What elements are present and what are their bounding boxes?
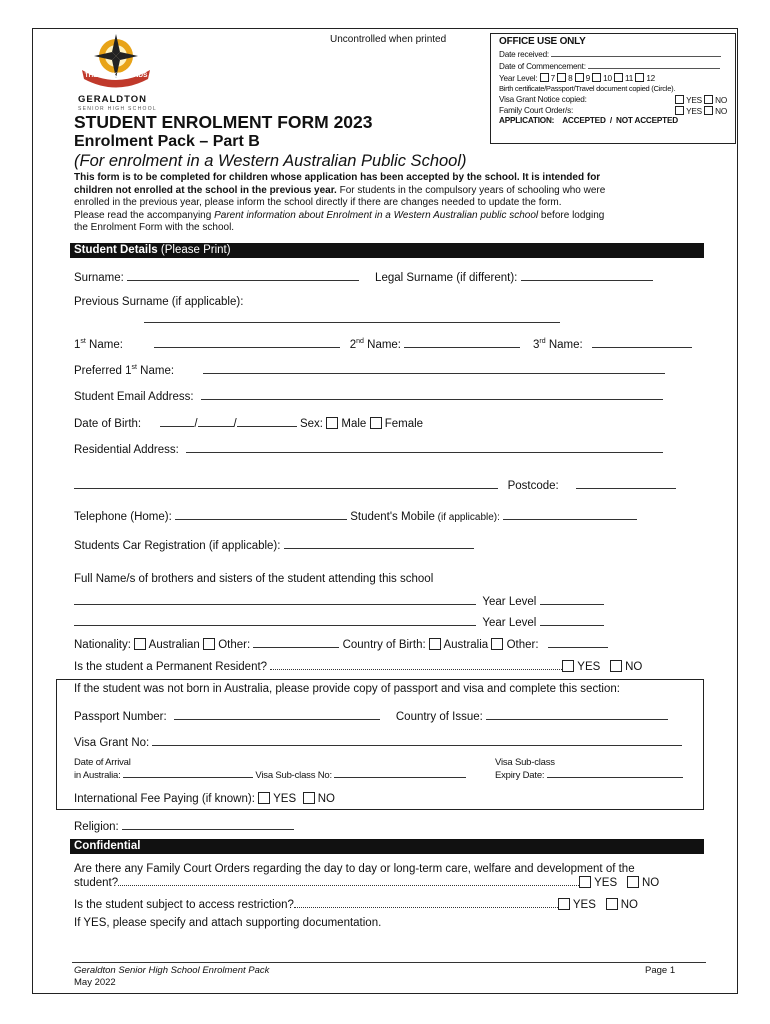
australia-birth-checkbox[interactable] — [429, 638, 441, 650]
footer-date: May 2022 — [74, 977, 116, 988]
arrival-date-field[interactable] — [123, 769, 253, 778]
expiry-row — [495, 757, 683, 781]
email-row — [74, 389, 663, 403]
restriction-no-checkbox[interactable] — [606, 898, 618, 910]
accepted-option[interactable]: ACCEPTED — [562, 116, 606, 126]
court-no-checkbox[interactable] — [704, 106, 713, 115]
postcode-row — [74, 478, 676, 492]
intro-line-4a: Please read the accompanying — [74, 209, 215, 221]
intro-line-5: the Enrolment Form with the school. — [74, 222, 235, 233]
passport-label: Passport Number: — [74, 711, 167, 723]
sibling-year-label-2: Year Level — [482, 617, 537, 629]
school-subtitle: SENIOR HIGH SCHOOL — [78, 106, 157, 112]
year-12-label: 12 — [646, 73, 656, 83]
third-name-label: 3rd Name: — [533, 338, 583, 351]
surname-label: Surname: — [74, 272, 124, 284]
second-name-label: 2nd Name: — [349, 338, 402, 351]
page-number: Page 1 — [645, 965, 676, 976]
country-issue-field[interactable] — [486, 709, 668, 720]
intro-line-2-bold: children not enrolled at the school in the previous year. — [74, 184, 337, 196]
intro-line-2-rest: For students in the compulsory years of schooling who were — [336, 184, 606, 196]
dob-slash-2: / — [233, 418, 237, 430]
dob-day-field[interactable] — [160, 416, 194, 427]
year-12-checkbox[interactable] — [635, 73, 644, 82]
male-checkbox[interactable] — [326, 417, 338, 429]
visa-grant-label: Visa Grant No: — [74, 737, 150, 749]
court-question-line-1: Are there any Family Court Orders regarding the day to day or long-term care, welfare and development of the — [74, 863, 635, 875]
intro-line-4 — [74, 210, 704, 223]
visa-intro: If the student was not born in Australia, please provide copy of passport and visa and complete this section: — [74, 683, 620, 695]
preferred-name-field[interactable] — [203, 363, 665, 374]
permanent-yes-checkbox[interactable] — [562, 660, 574, 672]
dob-month-field[interactable] — [198, 416, 234, 427]
other-birth-checkbox[interactable] — [491, 638, 503, 650]
student-details-rest: (Please Print) — [157, 244, 231, 256]
intl-fee-row — [74, 792, 335, 805]
form-subtitle: Enrolment Pack – Part B — [74, 133, 260, 150]
year-7-checkbox[interactable] — [540, 73, 549, 82]
restriction-note: If YES, please specify and attach supporting documentation. — [74, 917, 382, 929]
sibling-year-label-1: Year Level — [482, 596, 537, 608]
intro-line-2 — [74, 185, 704, 198]
year-10-checkbox[interactable] — [592, 73, 601, 82]
other-nationality-checkbox[interactable] — [203, 638, 215, 650]
mobile-field[interactable] — [503, 509, 637, 520]
permanent-dots — [270, 660, 562, 670]
year-10-label: 10 — [603, 73, 612, 83]
address-label: Residential Address: — [74, 444, 179, 456]
restriction-yes-checkbox[interactable] — [558, 898, 570, 910]
legal-surname-field[interactable] — [521, 270, 653, 281]
permanent-row — [74, 660, 642, 673]
office-date-commencement: Date of Commencement: — [499, 62, 586, 72]
court-order-yes-checkbox[interactable] — [579, 876, 591, 888]
car-field[interactable] — [284, 538, 474, 549]
visa-yes-checkbox[interactable] — [675, 95, 684, 104]
footer-rule — [72, 962, 706, 963]
car-label: Students Car Registration (if applicable): — [74, 540, 281, 552]
previous-surname-field[interactable] — [144, 312, 560, 323]
court-order-no-label: NO — [641, 877, 660, 889]
preferred-name-label: Preferred 1st Name: — [74, 364, 175, 377]
email-label: Student Email Address: — [74, 391, 194, 403]
intro-line-4-link: Parent information about Enrolment in a Western Australian public school — [214, 209, 539, 221]
confidential-header: Confidential — [70, 839, 704, 854]
office-title: OFFICE USE ONLY — [499, 36, 586, 47]
address-field-2[interactable] — [74, 478, 498, 489]
restriction-row — [74, 898, 638, 911]
arrival-label-2: in Australia: — [74, 769, 121, 781]
court-no-label: NO — [715, 106, 727, 116]
restriction-label: Is the student subject to access restriction? — [74, 899, 294, 911]
court-dots — [118, 876, 579, 886]
sibling-name-field-2[interactable] — [74, 615, 476, 626]
permanent-no-checkbox[interactable] — [610, 660, 622, 672]
preferred-row — [74, 363, 665, 377]
religion-label: Religion: — [74, 821, 119, 833]
year-9-label: 9 — [585, 73, 591, 83]
other-birth-label: Other: — [506, 639, 539, 651]
arrival-label-1: Date of Arrival — [74, 757, 131, 768]
permanent-label: Is the student a Permanent Resident? — [74, 661, 268, 673]
form-title: STUDENT ENROLMENT FORM 2023 — [74, 112, 373, 132]
australian-checkbox[interactable] — [134, 638, 146, 650]
subclass-no-field[interactable] — [334, 769, 466, 778]
year-level-label: Year Level: — [499, 73, 538, 83]
nationality-row — [74, 637, 608, 651]
address-field-1[interactable] — [186, 442, 663, 453]
office-family-court: Family Court Order/s: — [499, 105, 574, 115]
visa-yes-label: YES — [686, 95, 702, 105]
date-commencement-field[interactable] — [588, 60, 720, 69]
subclass-expiry-label-1: Visa Sub-class — [495, 757, 555, 768]
australia-birth-label: Australia — [443, 639, 489, 651]
postcode-field[interactable] — [576, 478, 676, 489]
religion-field[interactable] — [122, 819, 294, 830]
surname-row — [74, 270, 653, 284]
compass-emblem-icon — [76, 32, 156, 92]
form-scope: (For enrolment in a Western Australian Public School) — [74, 152, 467, 170]
second-name-field[interactable] — [404, 337, 520, 348]
arrival-row — [74, 757, 466, 781]
car-row — [74, 538, 474, 552]
office-use-box — [490, 33, 736, 144]
first-name-label: 1st Name: — [74, 338, 123, 351]
visa-grant-field[interactable] — [152, 735, 682, 746]
sibling-year-field-2[interactable] — [540, 615, 604, 626]
date-received-field[interactable] — [551, 48, 721, 57]
female-label: Female — [384, 418, 424, 430]
sibling-year-field-1[interactable] — [540, 594, 604, 605]
court-yes-label: YES — [686, 106, 702, 116]
court-yes-checkbox[interactable] — [675, 106, 684, 115]
application-label: APPLICATION: — [499, 116, 555, 126]
intl-fee-no-label: NO — [317, 793, 335, 805]
logo-motto: THE SEEKER FINDS — [84, 72, 148, 79]
names-row — [74, 337, 692, 351]
expiry-date-field[interactable] — [547, 769, 683, 778]
legal-surname-label: Legal Surname (if different): — [375, 272, 518, 284]
nationality-label: Nationality: — [74, 639, 131, 651]
address-row — [74, 442, 663, 456]
uncontrolled-note: Uncontrolled when printed — [330, 34, 447, 45]
postcode-label: Postcode: — [507, 480, 559, 492]
court-question-line-2: student? — [74, 877, 119, 889]
office-year-level — [499, 73, 727, 85]
siblings-label: Full Name/s of brothers and sisters of the student attending this school — [74, 573, 434, 585]
passport-row — [74, 709, 668, 723]
visa-no-checkbox[interactable] — [704, 95, 713, 104]
intl-fee-yes-label: YES — [273, 793, 297, 805]
dob-row — [74, 416, 423, 430]
sibling-name-field-1[interactable] — [74, 594, 476, 605]
school-logo — [76, 32, 156, 112]
school-name: GERALDTON — [78, 94, 147, 105]
telephone-label: Telephone (Home): — [74, 511, 172, 523]
female-checkbox[interactable] — [370, 417, 382, 429]
other-birth-field[interactable] — [548, 637, 608, 648]
permanent-no-label: NO — [625, 661, 643, 673]
intl-fee-yes-checkbox[interactable] — [258, 792, 270, 804]
restriction-no-label: NO — [620, 899, 638, 911]
dob-label: Date of Birth: — [74, 418, 142, 430]
mobile-note: (if applicable): — [434, 512, 500, 523]
first-name-field[interactable] — [154, 337, 340, 348]
sex-label: Sex: — [299, 418, 323, 430]
australian-label: Australian — [148, 639, 200, 651]
intl-fee-label: International Fee Paying (if known): — [74, 793, 255, 805]
visa-grant-row — [74, 735, 682, 749]
male-label: Male — [341, 418, 367, 430]
intl-fee-no-checkbox[interactable] — [303, 792, 315, 804]
office-visa-grant: Visa Grant Notice copied: — [499, 94, 587, 104]
mobile-label: Student's Mobile — [350, 511, 435, 523]
intro-line-3: enrolled in the previous year, please inform the school directly if there are changes needed to update the form. — [74, 197, 562, 208]
country-issue-label: Country of Issue: — [395, 711, 483, 723]
year-9-checkbox[interactable] — [575, 73, 584, 82]
court-order-yes-label: YES — [594, 877, 618, 889]
previous-surname-label: Previous Surname (if applicable): — [74, 296, 244, 308]
application-slash: / — [609, 116, 612, 126]
country-birth-label: Country of Birth: — [342, 639, 426, 651]
student-details-bold: Student Details — [74, 244, 158, 256]
permanent-yes-label: YES — [577, 661, 601, 673]
visa-no-label: NO — [715, 95, 727, 105]
office-application — [499, 116, 727, 127]
court-order-no-checkbox[interactable] — [627, 876, 639, 888]
office-birth-cert: Birth certificate/Passport/Travel document copied (Circle). — [499, 84, 676, 94]
subclass-no-label: Visa Sub-class No: — [255, 769, 332, 781]
passport-field[interactable] — [174, 709, 380, 720]
year-11-label: 11 — [625, 73, 634, 83]
telephone-field[interactable] — [175, 509, 347, 520]
intro-line-4c: before lodging — [538, 209, 605, 221]
year-8-checkbox[interactable] — [557, 73, 566, 82]
not-accepted-option[interactable]: NOT ACCEPTED — [616, 116, 678, 126]
year-8-label: 8 — [568, 73, 573, 83]
footer-title: Geraldton Senior High School Enrolment Pack — [74, 965, 270, 976]
email-field[interactable] — [201, 389, 663, 400]
intro-text — [74, 172, 704, 235]
intro-line-1: This form is to be completed for children whose application has been accepted by the school. It is intended for — [74, 172, 601, 183]
court-question — [74, 862, 659, 890]
sibling-row-2 — [74, 615, 604, 629]
dob-year-field[interactable] — [237, 416, 297, 427]
other-nationality-field[interactable] — [253, 637, 339, 648]
religion-row — [74, 819, 294, 833]
third-name-field[interactable] — [592, 337, 692, 348]
year-11-checkbox[interactable] — [614, 73, 623, 82]
other-nationality-label: Other: — [218, 639, 251, 651]
telephone-row — [74, 509, 637, 523]
office-date-received: Date received: — [499, 49, 549, 59]
expiry-label: Expiry Date: — [495, 769, 545, 781]
year-7-label: 7 — [550, 73, 555, 83]
dob-slash-1: / — [194, 418, 198, 430]
sibling-row-1 — [74, 594, 604, 608]
restriction-dots — [294, 898, 558, 908]
restriction-yes-label: YES — [572, 899, 596, 911]
surname-field[interactable] — [127, 270, 359, 281]
student-details-header — [70, 243, 704, 258]
